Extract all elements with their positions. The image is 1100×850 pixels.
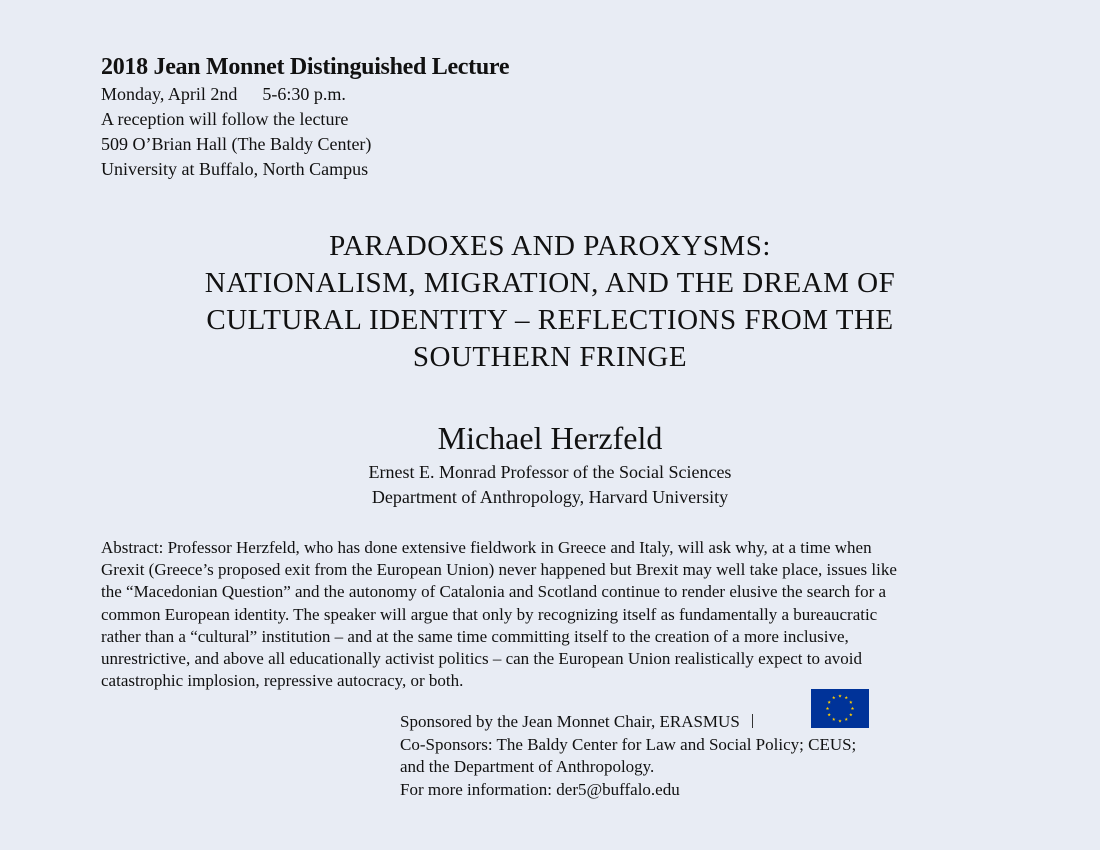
lecture-title-line: CULTURAL IDENTITY – REFLECTIONS FROM THE xyxy=(206,304,894,336)
event-time: 5-6:30 p.m. xyxy=(262,84,346,104)
abstract-line: catastrophic implosion, repressive autocracy, or both. xyxy=(101,671,464,691)
lecture-title xyxy=(0,228,1100,376)
sponsor-line xyxy=(400,711,856,734)
speaker-position: Ernest E. Monrad Professor of the Social Sciences xyxy=(368,462,732,482)
event-campus: University at Buffalo, North Campus xyxy=(101,159,369,179)
speaker-department: Department of Anthropology, Harvard University xyxy=(371,487,729,507)
event-date: Monday, April 2nd xyxy=(101,84,238,104)
event-series-title: 2018 Jean Monnet Distinguished Lecture xyxy=(101,54,510,80)
abstract-line: Abstract: Professor Herzfeld, who has done extensive fieldwork in Greece and Italy, will ask why, at a time when xyxy=(101,538,872,557)
co-sponsor-line: Co-Sponsors: The Baldy Center for Law and Social Policy; CEUS; xyxy=(400,734,857,754)
contact-line: For more information: der5@buffalo.edu xyxy=(400,779,680,799)
abstract-line: unrestrictive, and above all educationally activist politics – can the European Union realistically expect to avoid xyxy=(101,649,862,669)
event-header xyxy=(101,52,509,182)
speaker-name: Michael Herzfeld xyxy=(437,420,663,456)
abstract-line: common European identity. The speaker will argue that only by recognizing itself as fundamentally a bureaucratic xyxy=(101,604,878,624)
abstract-line: rather than a “cultural” institution – and at the same time committing itself to the creation of a more inclusive, xyxy=(101,626,849,646)
abstract-line: the “Macedonian Question” and the autonomy of Catalonia and Scotland continue to render elusive the search for a xyxy=(101,582,887,602)
sponsor-text: Sponsored by the Jean Monnet Chair, ERASMUS xyxy=(400,712,740,731)
event-datetime xyxy=(101,82,509,107)
eu-flag-icon xyxy=(811,689,869,728)
sponsors-block xyxy=(400,711,856,801)
reception-note: A reception will follow the lecture xyxy=(101,109,349,129)
abstract xyxy=(101,537,1011,692)
divider xyxy=(752,714,753,728)
speaker-affiliation xyxy=(0,460,1100,510)
lecture-title-line: PARADOXES AND PAROXYSMS: xyxy=(329,230,771,262)
co-sponsor-line: and the Department of Anthropology. xyxy=(400,757,655,776)
lecture-title-line: SOUTHERN FRINGE xyxy=(412,341,688,373)
abstract-line: Grexit (Greece’s proposed exit from the European Union) never happened but Brexit may well take place, issues like xyxy=(101,560,897,580)
lecture-title-line: NATIONALISM, MIGRATION, AND THE DREAM OF xyxy=(204,267,896,299)
event-room: 509 O’Brian Hall (The Baldy Center) xyxy=(101,134,372,154)
